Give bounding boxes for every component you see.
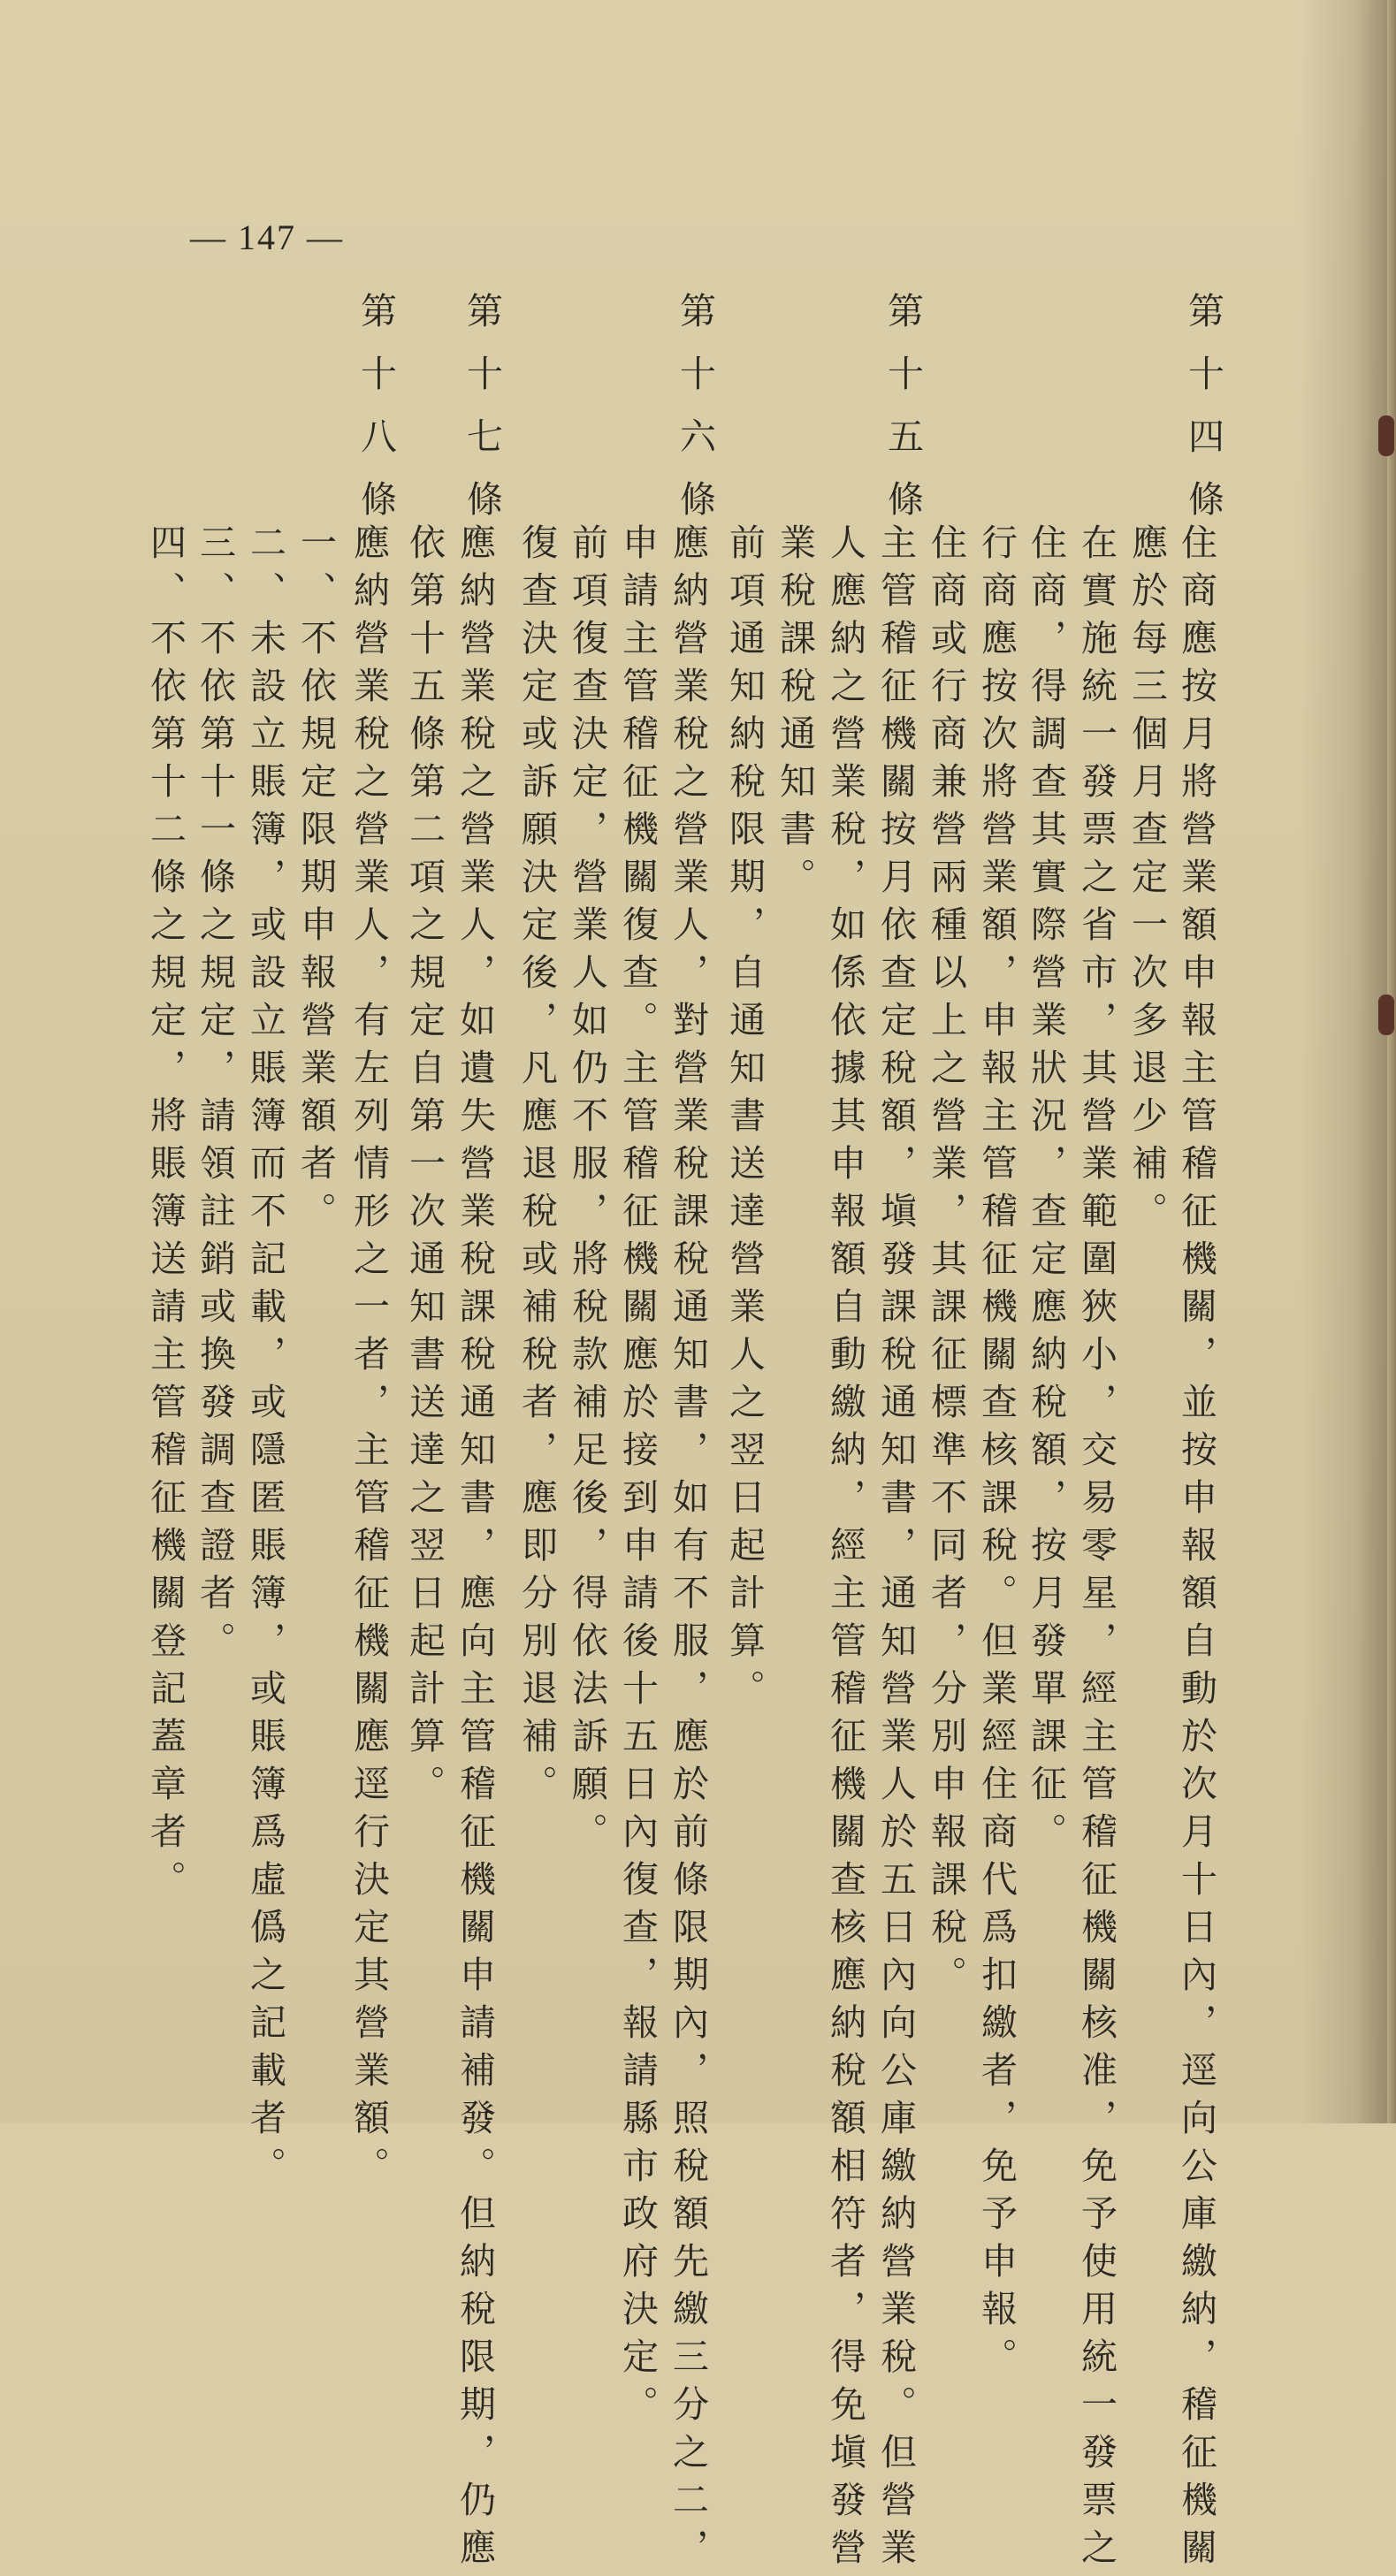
binding-stitch [1378,415,1394,456]
article-16-line-3: 前項復查決定，營業人如仍不服，將稅款補足後，得依法訴願。 [566,523,608,1860]
article-14-line-1: 住商應按月將營業額申報主管稽征機關，並按申報額自動於次月十日內，逕向公庫繳納，稽征機關 [1175,523,1217,2576]
article-16-heading: 第十六條 [674,292,716,543]
article-18-item-3: 三、不依第十一條之規定，請領註銷或換發調查證者。 [194,523,236,1669]
article-17-line-2: 依第十五條第二項之規定自第一次通知書送達之翌日起計算。 [403,523,446,1812]
article-16-line-2: 申請主管稽征機關復查。主管稽征機關應於接到申請後十五日內復查，報請縣市政府決定。 [616,523,659,2433]
book-spine-edge [1387,0,1396,2123]
article-18-line-1: 應納營業稅之營業人，有左列情形之一者，主管稽征機關應逕行決定其營業額。 [347,523,390,2194]
article-18-item-4: 四、不依第十二條之規定，將賬簿送請主管稽征機關登記蓋章者。 [144,523,187,1908]
article-16-line-4: 復查決定或訴願決定後，凡應退稅或補稅者，應即分別退補。 [515,523,558,1812]
article-18-heading: 第十八條 [355,292,397,543]
article-14-line-3: 在實施統一發票之省市，其營業範圍狹小，交易零星，經主管稽征機關核准，免予使用統一發票之 [1075,523,1118,2576]
article-14-line-4: 住商，得調查其實際營業狀況，查定應納稅額，按月發單課征。 [1025,523,1067,1860]
article-18-item-1: 一、不依規定限期申報營業額者。 [294,523,337,1239]
page-number: — 147 — [190,217,344,257]
article-15-heading: 第十五條 [881,292,924,543]
article-15-line-1: 主管稽征機關按月依查定稅額，塡發課稅通知書，通知營業人於五日內向公庫繳納營業稅。但營業 [874,523,917,2576]
binding-stitch [1378,995,1394,1035]
article-16-line-1: 應納營業稅之營業人，對營業稅課稅通知書，如有不服，應於前條限期內，照稅額先繳三分之二， [667,523,709,2576]
article-14-line-6: 住商或行商兼營兩種以上之營業，其課征標準不同者，分別申報課稅。 [925,523,967,2003]
article-18-item-2: 二、未設立賬簿，或設立賬簿而不記載，或隱匿賬簿，或賬簿爲虛僞之記載者。 [244,523,286,2194]
article-14-line-2: 應於每三個月查定一次多退少補。 [1125,523,1168,1239]
article-14-heading: 第十四條 [1182,292,1224,543]
article-15-line-4: 前項通知納稅限期，自通知書送達營業人之翌日起計算。 [723,523,766,1717]
article-17-heading: 第十七條 [461,292,503,543]
article-15-line-2: 人應納之營業稅，如係依據其申報額自動繳納，經主管稽征機關查核應納稅額相符者，得免塡發營 [824,523,866,2576]
article-15-line-3: 業稅課稅通知書。 [774,523,816,905]
article-14-line-5: 行商應按次將營業額，申報主管稽征機關查核課稅。但業經住商代爲扣繳者，免予申報。 [975,523,1018,2385]
article-17-line-1: 應納營業稅之營業人，如遺失營業稅課稅通知書，應向主管稽征機關申請補發。但納稅限期，仍應 [454,523,496,2576]
